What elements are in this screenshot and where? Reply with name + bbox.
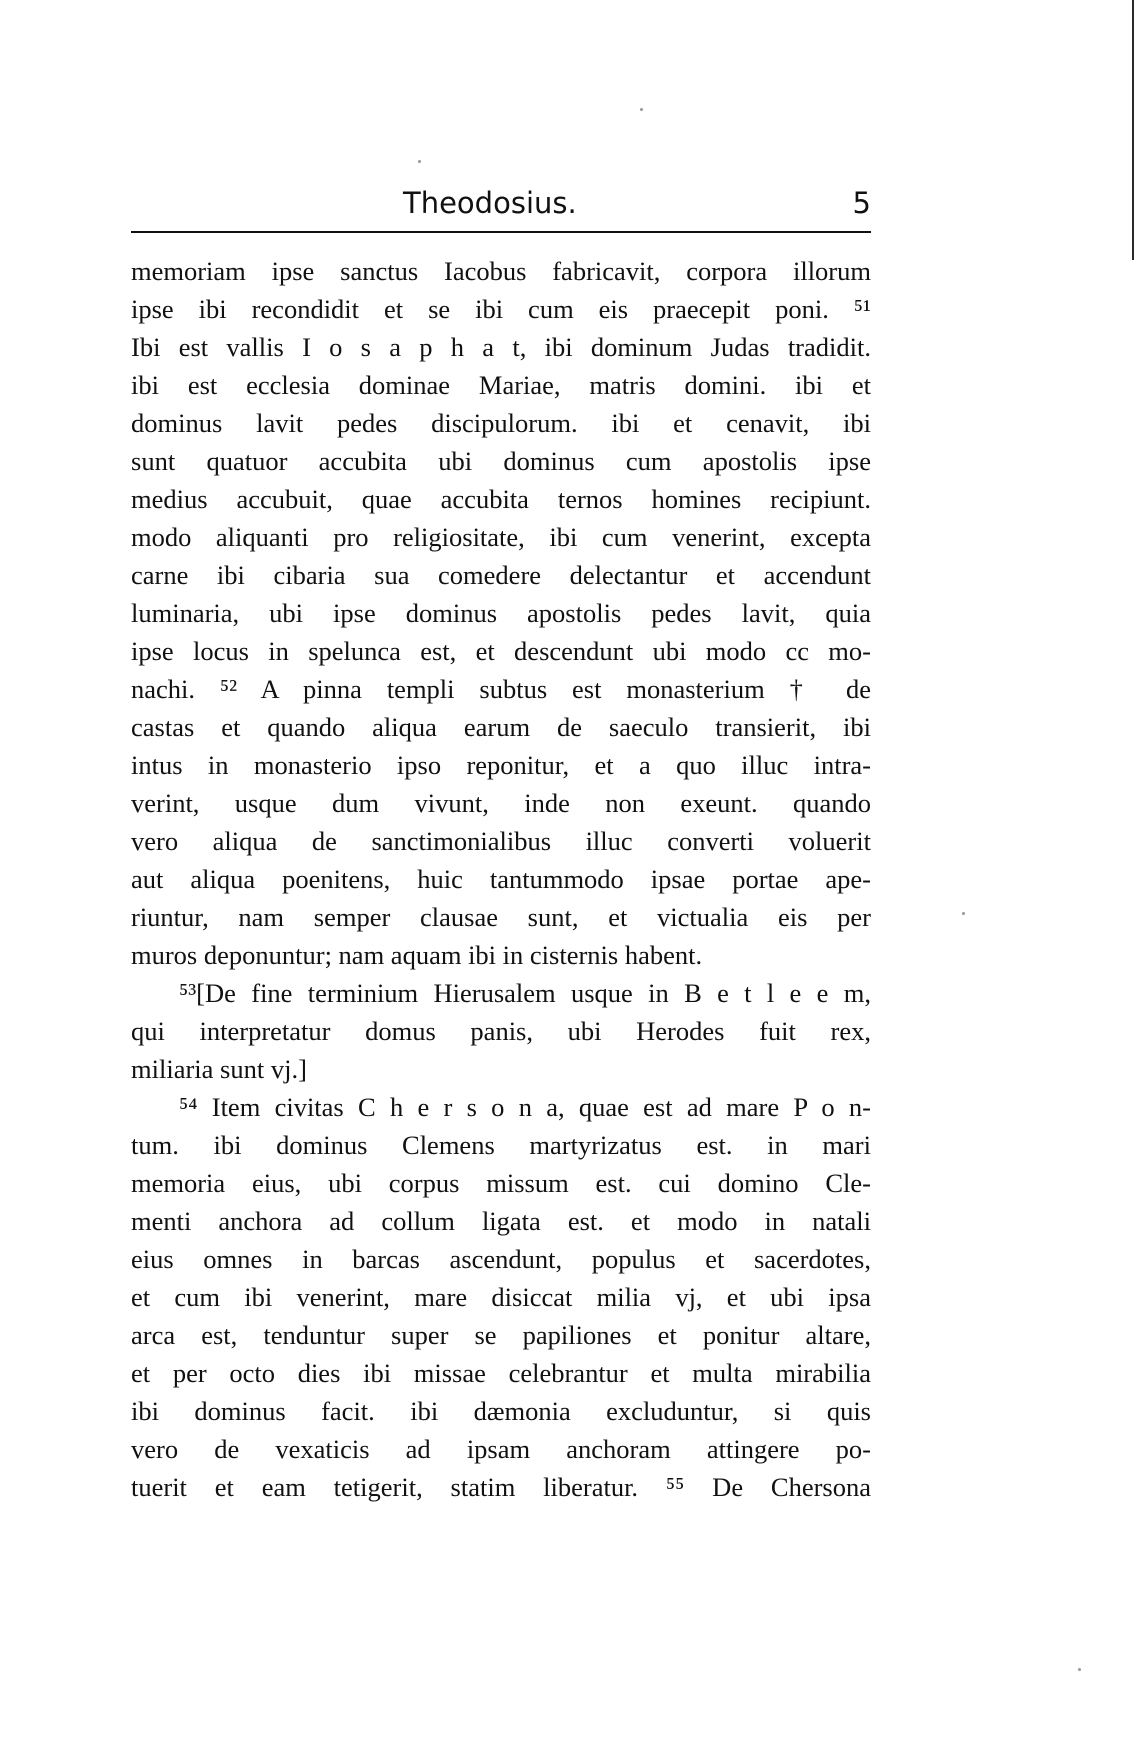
text-line: qui interpretatur domus panis, ubi Herodes fuit rex, <box>131 1016 871 1046</box>
text-line: riuntur, nam semper clausae sunt, et victualia eis per <box>131 902 871 932</box>
text-line: aut aliqua poenitens, huic tantummodo ipsae portae ape- <box>131 864 871 894</box>
running-head-title: Theodosius. <box>403 186 577 220</box>
text-line: arca est, tenduntur super se papiliones et ponitur altare, <box>131 1320 871 1350</box>
text-line: tuerit et eam tetigerit, statim liberatur. ⁵⁵ De Chersona <box>131 1472 871 1502</box>
text-line: memoria eius, ubi corpus missum est. cui domino Cle- <box>131 1168 871 1198</box>
text-line: nachi. ⁵² A pinna templi subtus est monasterium † de <box>131 674 871 704</box>
text-line: sunt quatuor accubita ubi dominus cum apostolis ipse <box>131 446 871 476</box>
running-header <box>131 183 871 223</box>
text-line: menti anchora ad collum ligata est. et modo in natali <box>131 1206 871 1236</box>
text-line: tum. ibi dominus Clemens martyrizatus est. in mari <box>131 1130 871 1160</box>
text-line: memoriam ipse sanctus Iacobus fabricavit, corpora illorum <box>131 256 871 286</box>
scan-speck <box>1078 1668 1081 1671</box>
text-line: ⁵⁴ Item civitas C h e r s o n a, quae est ad mare P o n- <box>179 1092 871 1122</box>
text-line: ipse ibi recondidit et se ibi cum eis praecepit poni. ⁵¹ <box>131 294 871 324</box>
text-line: miliaria sunt vj.] <box>131 1054 307 1084</box>
header-rule <box>131 231 871 233</box>
text-line: castas et quando aliqua earum de saeculo transierit, ibi <box>131 712 871 742</box>
text-line: medius accubuit, quae accubita ternos homines recipiunt. <box>131 484 871 514</box>
text-line: modo aliquanti pro religiositate, ibi cum venerint, excepta <box>131 522 871 552</box>
text-line: vero de vexaticis ad ipsam anchoram attingere po- <box>131 1434 871 1464</box>
scan-speck <box>962 912 965 915</box>
text-line: vero aliqua de sanctimonialibus illuc converti voluerit <box>131 826 871 856</box>
text-line: muros deponuntur; nam aquam ibi in cisternis habent. <box>131 940 703 970</box>
text-line: ibi est ecclesia dominae Mariae, matris domini. ibi et <box>131 370 871 400</box>
text-line: intus in monasterio ipso reponitur, et a quo illuc intra- <box>131 750 871 780</box>
text-line: Ibi est vallis I o s a p h a t, ibi dominum Judas tradidit. <box>131 332 871 362</box>
text-line: carne ibi cibaria sua comedere delectantur et accendunt <box>131 560 871 590</box>
text-line: et cum ibi venerint, mare disiccat milia vj, et ubi ipsa <box>131 1282 871 1312</box>
text-line: dominus lavit pedes discipulorum. ibi et cenavit, ibi <box>131 408 871 438</box>
page-edge-shadow <box>1132 0 1134 260</box>
body-text <box>131 252 871 1506</box>
text-line: ibi dominus facit. ibi dæmonia excluduntur, si quis <box>131 1396 871 1426</box>
text-line: verint, usque dum vivunt, inde non exeunt. quando <box>131 788 871 818</box>
text-line: luminaria, ubi ipse dominus apostolis pedes lavit, quia <box>131 598 871 628</box>
scan-speck <box>418 160 421 163</box>
page-number: 5 <box>852 186 871 220</box>
text-line: eius omnes in barcas ascendunt, populus et sacerdotes, <box>131 1244 871 1274</box>
text-line: et per octo dies ibi missae celebrantur et multa mirabilia <box>131 1358 871 1388</box>
text-line: ipse locus in spelunca est, et descendunt ubi modo cc mo- <box>131 636 871 666</box>
text-line: ⁵³[De fine terminium Hierusalem usque in B e t l e e m, <box>179 978 871 1008</box>
scan-speck <box>640 108 643 111</box>
